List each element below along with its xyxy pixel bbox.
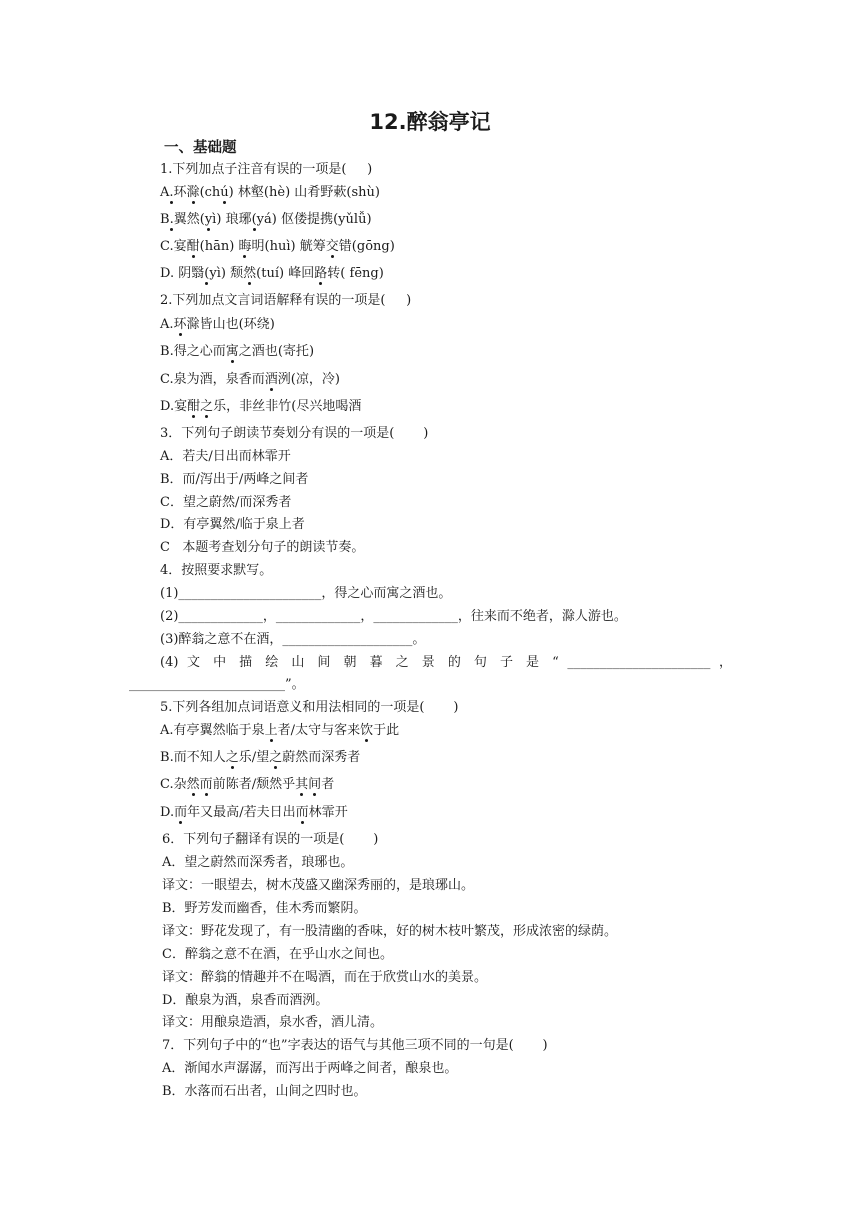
emphasis-dot-char: 而 (199, 777, 213, 792)
question-7-stem: 7．下列句子中的“也”字表达的语气与其他三项不同的一句是( ) (162, 1038, 548, 1053)
emphasis-dot-char: . (169, 212, 174, 227)
question-2-option-b: B.得之心而寓之酒也(寄托) (160, 344, 315, 359)
question-5-option-b: B.而不知人之乐/望之蔚然而深秀者 (160, 750, 361, 765)
emphasis-dot-char: 而 (174, 805, 188, 820)
emphasis-dot-char: y (204, 212, 213, 227)
question-3-answer: C 本题考查划分句子的朗读节奏。 (160, 540, 365, 555)
emphasis-dot-char: 而 (295, 805, 309, 820)
question-7-option-b: B．水落而石出者，山间之四时也。 (162, 1084, 367, 1099)
emphasis-dot-char: ú (220, 185, 229, 200)
question-6-stem: 6．下列句子翻译有误的一项是( ) (162, 832, 379, 847)
question-2-option-c: C.泉为酒，泉香而酒洌(凉，冷) (160, 372, 340, 387)
question-3-option-b: B．而/泻出于/两峰之间者 (160, 472, 309, 487)
question-2-option-d: D.宴酣之乐，非丝非竹(尽兴地喝酒 (160, 399, 362, 414)
question-3-option-c: C．望之蔚然/而深秀者 (160, 495, 292, 510)
question-6-option-b: B．野芳发而幽香，佳木秀而繁阴。 (162, 901, 367, 916)
question-6-option-c: C．醉翁之意不在酒，在乎山水之间也。 (162, 947, 393, 962)
emphasis-dot-char: 之 (200, 399, 214, 414)
question-2-stem: 2.下列加点文言词语解释有误的一项是( ) (160, 293, 412, 308)
emphasis-dot-char: 上 (264, 723, 278, 738)
emphasis-dot-char: 然 (243, 266, 257, 281)
emphasis-dot-char: 之 (225, 750, 239, 765)
question-6-option-d: D．酿泉为酒，泉香而酒洌。 (162, 993, 329, 1008)
question-4-item-4: (4) 文 中 描 绘 山 间 朝 暮 之 景 的 句 子 是 “ ______________________ ， (160, 655, 732, 670)
question-4-item-2: (2)_____________，_____________，_____________，往来而不绝者，滁人游也。 (160, 609, 627, 624)
emphasis-dot-char: 然 (186, 777, 200, 792)
question-1-option-c: C.宴酣(hān) 晦明(huì) 觥筹交错(gōng) (160, 239, 395, 254)
question-2-option-a: A.环滁皆山也(环绕) (160, 317, 275, 332)
emphasis-dot-char: 寓 (225, 344, 239, 359)
emphasis-dot-char: 交 (325, 239, 339, 254)
emphasis-dot-char: 其 (295, 777, 309, 792)
question-1-option-d: D. 阴翳(yì) 颓然(tuí) 峰回路转( fēng) (160, 266, 384, 281)
question-7-option-a: A．渐闻水声潺潺，而泻出于两峰之间者，酿泉也。 (162, 1061, 458, 1076)
emphasis-dot-char: ( (251, 212, 257, 227)
emphasis-dot-char: 环 (173, 317, 187, 332)
question-6-translation-d: 译文：用酿泉造酒，泉水香，酒儿清。 (162, 1015, 384, 1030)
emphasis-dot-char: 酒 (264, 372, 278, 387)
emphasis-dot-char: 饮 (360, 723, 374, 738)
question-6-translation-b: 译文：野花发现了，有一股清幽的香味，好的树木枝叶繁茂，形成浓密的绿荫。 (162, 924, 618, 939)
question-5-option-a: A.有亭翼然临于泉上者/太守与客来饮于此 (160, 723, 400, 738)
question-4-item-4-continued: ________________________”。 (129, 677, 305, 692)
emphasis-dot-char: 晦 (238, 239, 252, 254)
emphasis-dot-char: ( (204, 266, 210, 281)
emphasis-dot-char: 之 (269, 750, 283, 765)
emphasis-dot-char: . (169, 185, 174, 200)
question-6-option-a: A．望之蔚然而深秀者，琅琊也。 (162, 855, 354, 870)
question-1-option-b: B.翼然(yì) 琅琊(yá) 伛偻提携(yǔlǚ) (160, 212, 372, 227)
page-title: 12.醉翁亭记 (369, 110, 491, 134)
section-heading: 一、基础题 (164, 140, 237, 156)
emphasis-dot-char: 酣 (186, 239, 200, 254)
question-6-translation-c: 译文：醉翁的情趣并不在喝酒，而在于欣赏山水的美景。 (162, 970, 488, 985)
question-1-stem: 1.下列加点子注音有误的一项是( ) (160, 162, 373, 177)
question-3-stem: 3．下列句子朗读节奏划分有误的一项是( ) (160, 426, 429, 441)
emphasis-dot-char: 滁 (186, 185, 200, 200)
question-5-option-c: C.杂然而前陈者/颓然乎其间者 (160, 777, 335, 792)
question-3-option-d: D．有亭翼然/临于泉上者 (160, 517, 305, 532)
question-6-translation-a: 译文：一眼望去，树木茂盛又幽深秀丽的，是琅琊山。 (162, 878, 475, 893)
question-5-stem: 5.下列各组加点词语意义和用法相同的一项是( ) (160, 700, 459, 715)
question-4-stem: 4．按照要求默写。 (160, 563, 273, 578)
emphasis-dot-char: 路 (314, 266, 328, 281)
question-4-item-1: (1)______________________，得之心而寓之酒也。 (160, 586, 452, 601)
emphasis-dot-char: 间 (308, 777, 322, 792)
question-3-option-a: A．若夫/日出而林霏开 (160, 449, 291, 464)
question-5-option-d: D.而年又最高/若夫日出而林霏开 (160, 805, 348, 820)
question-4-item-3: (3)醉翁之意不在酒，____________________。 (160, 632, 426, 647)
question-1-option-a: A.环滁(chú) 林壑(hè) 山肴野蔌(shù) (160, 185, 380, 200)
emphasis-dot-char: 酣 (187, 399, 201, 414)
